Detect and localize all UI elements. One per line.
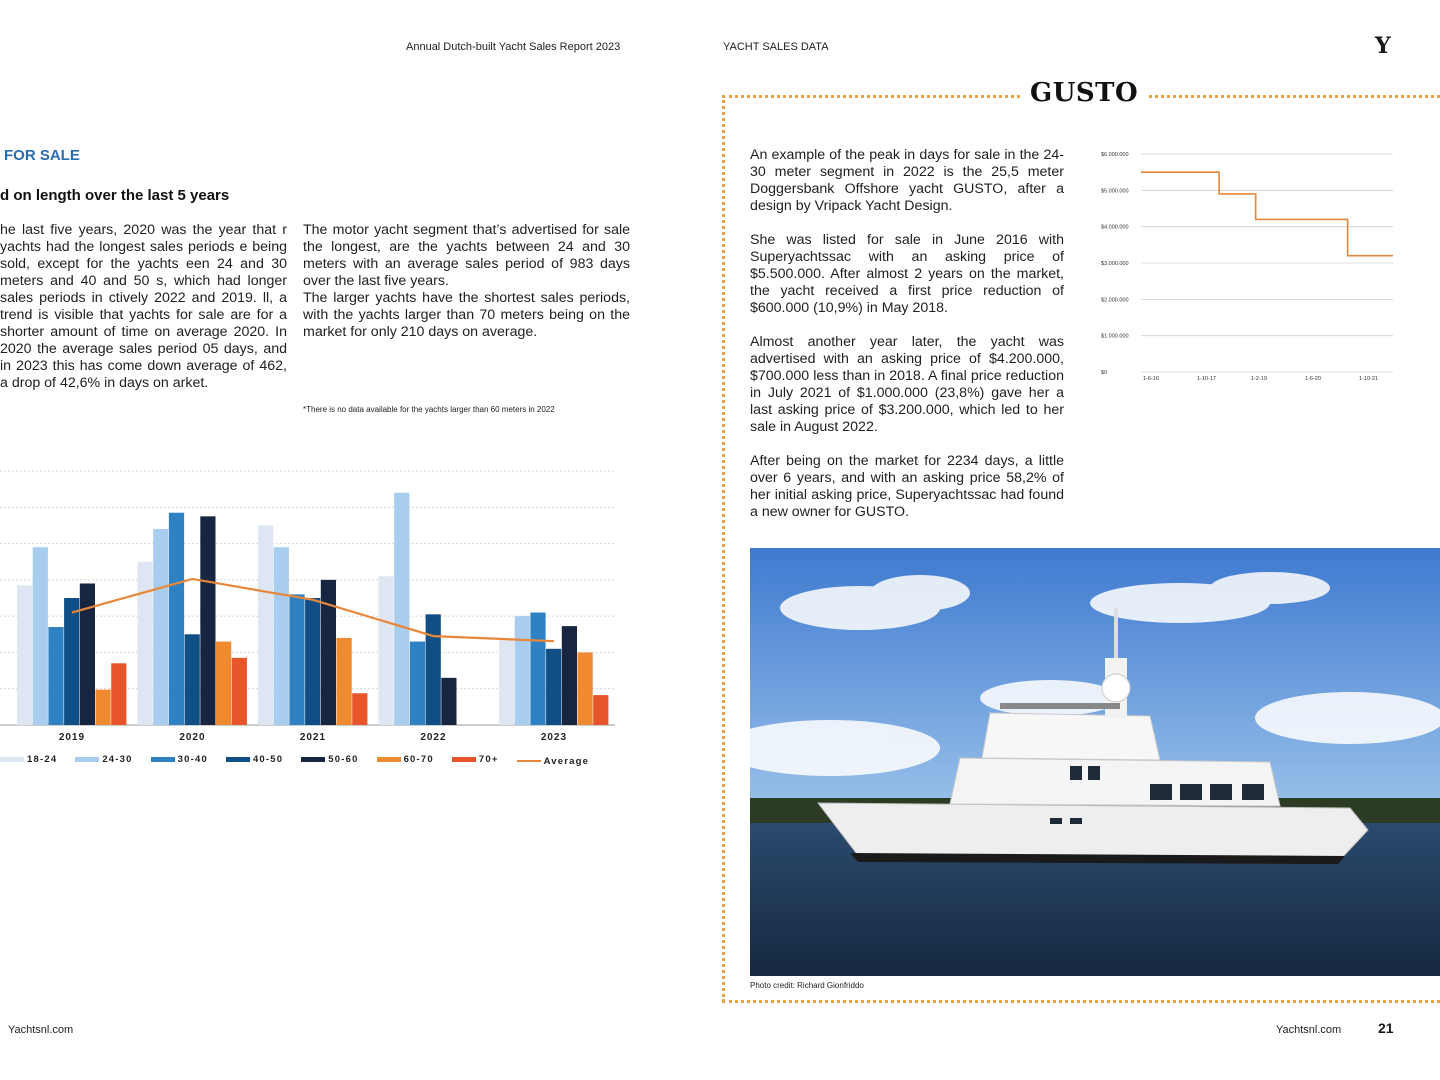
bar-70+-2021 — [352, 693, 367, 725]
bar-40-50-2019 — [64, 598, 79, 725]
legend-label: Average — [543, 755, 590, 767]
legend-swatch — [517, 760, 541, 762]
bar-70+-2023 — [593, 695, 608, 725]
bar-70+-2020 — [232, 658, 247, 725]
price-x-tick: 1-2-19 — [1251, 376, 1267, 382]
legend-label: 30-40 — [177, 754, 208, 765]
legend-swatch — [0, 757, 24, 762]
asking-price-step-chart — [1095, 145, 1400, 390]
right-column-text — [303, 222, 630, 341]
photo-credit: Photo credit: Richard Gionfriddo — [750, 981, 864, 990]
bar-30-40-2022 — [410, 642, 425, 725]
legend-item-Average — [517, 756, 590, 767]
bar-30-40-2023 — [530, 613, 545, 725]
bar-18-24-2021 — [258, 525, 273, 725]
segment-paragraph-1: The motor yacht segment that’s advertised for sale the longest, are the yachts between 24 and 30 meters with an average sales period of 983 days over the last five years. — [303, 222, 630, 289]
asking-price-line — [1141, 172, 1393, 256]
legend-item-24-30 — [75, 754, 132, 765]
price-y-tick: $4.000.000 — [1101, 224, 1129, 231]
legend-swatch — [377, 757, 401, 762]
price-y-tick: $2.000.000 — [1101, 297, 1129, 304]
legend-item-70+ — [452, 754, 499, 765]
price-x-tick: 1-6-16 — [1143, 376, 1159, 382]
legend-label: 70+ — [478, 754, 499, 765]
bar-60-70-2023 — [578, 652, 593, 725]
legend-swatch — [226, 757, 250, 762]
bar-30-40-2019 — [48, 627, 63, 725]
left-column-paragraph: he last five years, 2020 was the year that r yachts had the longest sales periods e being sold, except for the yachts een 24 and 30 meters and 40 and 50 s, which had longer sales periods in ctively 2022 and 2019. ll, a trend is visible that yachts for sale are for a shorter amount of time on average 2020. In 2020 the average sales period 05 days, and in 2023 this has come down average of 462, a drop of 42,6% in days on arket. — [0, 222, 287, 391]
left-footer-url: Yachtsnl.com — [8, 1024, 74, 1036]
gusto-text — [750, 147, 1064, 521]
bar-30-40-2021 — [289, 594, 304, 725]
left-column-text — [0, 222, 287, 392]
bar-50-60-2021 — [321, 580, 336, 725]
bar-24-30-2021 — [274, 547, 289, 725]
bar-24-30-2019 — [33, 547, 48, 725]
bar-50-60-2023 — [562, 626, 577, 725]
bar-18-24-2019 — [17, 585, 32, 725]
section-title: FOR SALE — [4, 147, 80, 164]
bar-category-label: 2022 — [420, 732, 447, 743]
gusto-paragraph-4: After being on the market for 2234 days, a little over 6 years, and with an asking price 58,2% of her initial asking price, Superyachtssac had found a new owner for GUSTO. — [750, 453, 1064, 520]
segment-paragraph-2: The larger yachts have the shortest sales periods, with the yachts larger than 70 meters being on the market for only 210 days on average. — [303, 290, 630, 340]
legend-swatch — [151, 757, 175, 762]
page-number: 21 — [1378, 1020, 1394, 1036]
bar-60-70-2019 — [96, 690, 111, 725]
legend-label: 60-70 — [403, 754, 434, 765]
price-x-tick: 1-10-17 — [1197, 376, 1216, 382]
left-page-header: Annual Dutch-built Yacht Sales Report 2023 — [406, 41, 621, 53]
chart-footnote: *There is no data available for the yachts larger than 60 meters in 2022 — [303, 405, 555, 414]
legend-item-40-50 — [226, 754, 283, 765]
bar-50-60-2020 — [200, 516, 215, 725]
legend-swatch — [75, 757, 99, 762]
right-page-header: YACHT SALES DATA — [723, 41, 829, 53]
bar-24-30-2022 — [394, 493, 409, 725]
bar-18-24-2023 — [499, 640, 514, 725]
legend-label: 40-50 — [252, 754, 284, 765]
bar-18-24-2022 — [379, 576, 394, 725]
bar-40-50-2020 — [185, 634, 200, 725]
legend-item-30-40 — [151, 754, 208, 765]
bar-40-50-2021 — [305, 598, 320, 725]
price-x-tick: 1-10-21 — [1359, 376, 1378, 382]
legend-label: 18-24 — [27, 754, 58, 765]
price-y-tick: $1.000.000 — [1101, 333, 1129, 340]
bar-60-70-2021 — [337, 638, 352, 725]
legend-item-50-60 — [301, 754, 358, 765]
bar-24-30-2020 — [153, 529, 168, 725]
gusto-paragraph-2: She was listed for sale in June 2016 with Superyachtssac with an asking price of $5.500.000. After almost 2 years on the market, the yacht received a first price reduction of $600.000 (10,9%) in May 2018. — [750, 232, 1064, 316]
frame-bottom-border — [722, 1000, 1440, 1003]
legend-label: 24-30 — [102, 754, 133, 765]
bar-category-label: 2023 — [540, 732, 568, 743]
bar-category-label: 2020 — [179, 732, 206, 743]
days-for-sale-bar-chart — [0, 455, 625, 745]
legend-item-60-70 — [377, 754, 434, 765]
price-x-tick: 1-6-20 — [1305, 376, 1321, 382]
bar-chart-legend — [0, 749, 607, 767]
legend-item-18-24 — [0, 754, 57, 765]
legend-label: 50-60 — [328, 754, 359, 765]
brand-logo: Y — [1375, 33, 1391, 59]
gusto-title: GUSTO — [1020, 78, 1148, 108]
bar-70+-2019 — [111, 663, 126, 725]
bar-50-60-2022 — [441, 678, 456, 725]
yacht-photo — [750, 548, 1440, 976]
bar-category-label: 2021 — [299, 732, 327, 743]
bar-18-24-2020 — [138, 562, 153, 725]
legend-swatch — [301, 757, 325, 762]
frame-left-border — [722, 95, 725, 1002]
bar-60-70-2020 — [216, 642, 231, 725]
legend-swatch — [452, 757, 476, 762]
price-y-tick: $3.000.000 — [1101, 261, 1129, 267]
bar-24-30-2023 — [515, 616, 530, 725]
bar-40-50-2023 — [546, 649, 561, 725]
bar-40-50-2022 — [426, 614, 441, 725]
price-y-tick: $5.000.000 — [1101, 188, 1129, 195]
bar-30-40-2020 — [169, 513, 184, 725]
bar-category-label: 2019 — [58, 732, 86, 743]
price-y-tick: $6.000.000 — [1101, 152, 1129, 158]
gusto-paragraph-3: Almost another year later, the yacht was advertised with an asking price of $4.200.000, $700.000 less than in 2018. A final price reduction in July 2021 of $1.000.000 (23,8%) gave her a last asking price of $3.200.000, which led to her sale in August 2022. — [750, 334, 1064, 435]
right-footer-url: Yachtsnl.com — [1276, 1024, 1342, 1036]
price-y-tick: $0 — [1101, 370, 1108, 376]
bar-50-60-2019 — [80, 583, 95, 725]
section-subheading: d on length over the last 5 years — [0, 187, 230, 204]
gusto-paragraph-1: An example of the peak in days for sale in the 24-30 meter segment in 2022 is the 25,5 meter Doggersbank Offshore yacht GUSTO, after a design by Vripack Yacht Design. — [750, 147, 1064, 214]
